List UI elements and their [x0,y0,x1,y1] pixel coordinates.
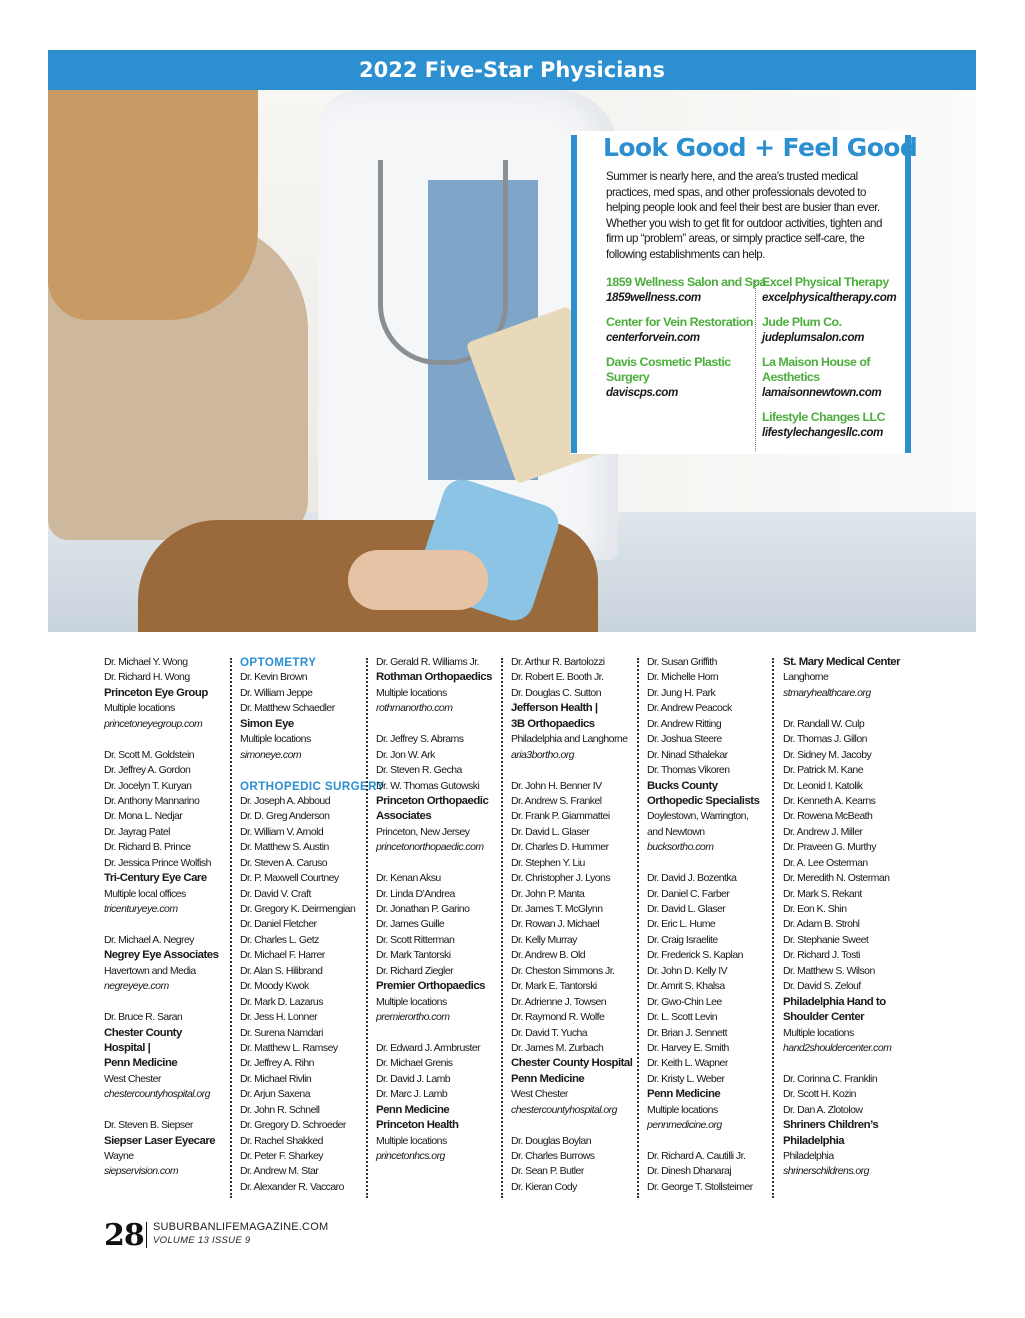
column-separator [501,658,503,1198]
practice-url[interactable]: bucksortho.com [647,841,714,854]
practice-url[interactable]: princetonhcs.org [376,1150,445,1162]
directory-line: Dr. Rachel Shakked [240,1134,323,1147]
directory-line: Multiple locations [240,733,311,746]
directory-line: Dr. D. Greg Anderson [240,810,330,823]
directory-line: Multiple locations [783,1026,854,1039]
sidebar-entry-url[interactable]: centerforvein.com [606,331,700,344]
sidebar-entry-name: Davis Cosmetic Plastic Surgery [606,355,731,384]
practice-name: Orthopedic Specialists [647,794,760,807]
directory-line: Dr. David J. Bozentka [647,872,737,885]
directory-line: Dr. John R. Schnell [240,1103,320,1116]
sidebar-entry-url[interactable]: lifestylechangesllc.com [762,426,883,439]
directory-line: Dr. William Jeppe [240,686,313,699]
directory-line [240,763,372,778]
practice-name: Siepser Laser Eyecare [104,1134,216,1147]
directory-line: Dr. Matthew L. Ramsey [240,1041,338,1054]
directory-line: Dr. David S. Zelouf [783,980,861,993]
directory-line: Multiple locations [104,702,175,715]
directory-line: Dr. Dan A. Zlotolow [783,1103,863,1116]
directory-line: Dr. Arthur R. Bartolozzi [511,656,605,668]
banner-title: 2022 Five-Star Physicians [359,58,665,82]
directory-line: Dr. Andrew J. Miller [783,825,863,838]
directory-line: Dr. Matthew Schaedler [240,702,335,715]
section-banner [48,50,976,90]
sidebar-entry-name: La Maison House of Aesthetics [762,355,871,384]
sidebar-entry [762,275,922,305]
sidebar-entry [606,275,766,305]
directory-line: Dr. L. Scott Levin [647,1011,718,1024]
sidebar-entry-url[interactable]: 1859wellness.com [606,291,701,304]
directory-line: Dr. Richard B. Prince [104,841,191,854]
directory-line: Dr. Michael Rivlin [240,1072,312,1085]
directory-line: Dr. Rowena McBeath [783,810,873,823]
practice-name: Penn Medicine [376,1103,450,1116]
directory-line: Dr. Steven R. Gecha [376,764,462,777]
directory-line: Multiple local offices [104,887,186,900]
directory-line: Dr. Thomas J. Gillon [783,733,867,746]
directory-line: Dr. Charles D. Hummer [511,841,609,854]
practice-name: Bucks County [647,779,718,792]
sidebar-intro: Summer is nearly here, and the area’s trusted medical practices, med spas, and other professionals devoted to helping people look and feel their best are busier than ever. Whether you wish to get fit for outdoor activities, tighten and firm up “problem” areas, or simply practice self-care, the following establishments can help. [606,170,882,261]
directory-line: Dr. Charles L. Getz [240,933,319,946]
practice-name: Rothman Orthopaedics [376,671,492,684]
directory-line: Dr. Gerald R. Williams Jr. [376,656,479,668]
sidebar-entry-name: Lifestyle Changes LLC [762,410,886,424]
directory-line: Dr. Daniel Fletcher [240,918,317,931]
sidebar-column-right [762,275,922,450]
directory-line: Dr. Edward J. Armbruster [376,1041,481,1054]
directory-line [104,732,236,747]
directory-line: Multiple locations [376,686,447,699]
sidebar-entry-url[interactable]: daviscps.com [606,386,678,399]
directory-line: Dr. Eric L. Hume [647,918,716,931]
directory-line [376,856,508,871]
sidebar-entry-url[interactable]: excelphysicaltherapy.com [762,291,897,304]
practice-url[interactable]: premierortho.com [376,1011,450,1024]
directory-line: Dr. Douglas Boylan [511,1134,591,1147]
directory-line: Wayne [104,1150,134,1162]
directory-line [104,1103,236,1118]
sidebar-entry [606,315,766,345]
directory-line: Dr. Dinesh Dhanaraj [647,1165,732,1178]
directory-line: Dr. Andrew B. Old [511,949,586,962]
directory-line [647,856,779,871]
directory-line: Dr. David V. Craft [240,887,311,900]
column-separator [772,658,774,1198]
practice-name: Chester County Hospital [511,1057,633,1070]
directory-line: Dr. Matthew S. Wilson [783,964,875,977]
practice-url[interactable]: princetoneyegroup.com [104,717,203,730]
directory-line: Dr. Richard J. Tosti [783,949,860,962]
specialty-heading: OPTOMETRY [240,656,317,669]
directory-line: Langhorne [783,671,829,684]
directory-line: Dr. Robert E. Booth Jr. [511,671,604,684]
directory-line: Dr. Steven A. Caruso [240,856,328,869]
directory-line: Dr. Alan S. Hilibrand [240,964,323,977]
directory-line: Dr. Cheston Simmons Jr. [511,964,615,977]
practice-url[interactable]: simoneye.com [240,748,302,761]
practice-name: Simon Eye [240,717,294,730]
directory-line: Dr. Gregory K. Deirmengian [240,903,356,915]
directory-line: Dr. A. Lee Osterman [783,856,868,869]
specialty-heading: ORTHOPEDIC SURGERY [240,779,385,793]
directory-line [104,995,236,1010]
directory-line: Dr. Surena Namdari [240,1026,323,1039]
sidebar-entry-name: Excel Physical Therapy [762,275,889,289]
sidebar-entry-name: 1859 Wellness Salon and Spa [606,275,766,289]
directory-line: Dr. James T. McGlynn [511,903,603,915]
directory-line: Dr. Eon K. Shin [783,903,847,915]
directory-line: Dr. Charles Burrows [511,1150,595,1162]
practice-url[interactable]: pennmedicine.org [647,1119,722,1132]
practice-name: Philadelphia Hand to [783,995,886,1008]
practice-url[interactable]: stmaryhealthcare.org [783,686,871,699]
directory-line: Dr. Kristy L. Weber [647,1072,725,1085]
practice-name: Penn Medicine [511,1072,585,1085]
directory-line: Dr. Jeffrey S. Abrams [376,733,464,746]
directory-line: Dr. Jon W. Ark [376,748,435,761]
directory-line: Dr. Arjun Saxena [240,1088,310,1101]
directory-line: Dr. Sean P. Butler [511,1165,584,1178]
directory-line: Multiple locations [376,995,447,1008]
directory-line: Dr. Jeffrey A. Rihn [240,1057,314,1070]
directory-line [783,701,915,716]
directory-line: Dr. Richard A. Cautilli Jr. [647,1150,746,1162]
directory-line: Dr. Mark Tantorski [376,949,451,962]
directory-line: Dr. Kenan Aksu [376,872,441,885]
directory-line: Dr. Michael Grenis [376,1057,453,1070]
directory-line [104,917,236,932]
directory-line: Philadelphia and Langhorne [511,733,628,746]
practice-name: 3B Orthopaedics [511,717,595,730]
directory-line: Dr. Andrew S. Frankel [511,794,602,807]
directory-line: Dr. Leonid I. Katolik [783,779,863,792]
directory-column [240,655,385,1195]
directory-line: Dr. Rowan J. Michael [511,918,600,931]
directory-line: Dr. Daniel C. Farber [647,887,730,900]
practice-name: Associates [376,810,432,823]
directory-line: Dr. P. Maxwell Courtney [240,872,339,885]
directory-column [376,655,508,1164]
directory-line: Dr. W. Thomas Gutowski [376,779,480,792]
directory-line: Dr. Jess H. Lonner [240,1011,318,1024]
practice-name: Negrey Eye Associates [104,949,219,962]
directory-line: Dr. Stephanie Sweet [783,933,869,946]
directory-line: Dr. David J. Lamb [376,1072,451,1085]
directory-line: Dr. Adam B. Strohl [783,918,860,931]
directory-line: Dr. John P. Manta [511,887,585,900]
directory-line: Dr. Scott Ritterman [376,933,455,946]
directory-line: Dr. Andrew Ritting [647,717,722,730]
look-good-sidebar [571,131,918,454]
sidebar-title: Look Good + Feel Good [603,133,918,162]
directory-line: Dr. David L. Glaser [511,825,590,838]
column-separator [637,658,639,1198]
footer-volume: VOLUME 13 ISSUE 9 [153,1235,251,1246]
directory-line: Multiple locations [376,1134,447,1147]
sidebar-entry [762,315,922,345]
directory-line: Dr. Harvey E. Smith [647,1041,729,1054]
sidebar-entry-name: Jude Plum Co. [762,315,842,329]
practice-url[interactable]: aria3bortho.org [511,748,574,761]
page-number: 28 [104,1218,144,1253]
directory-line: Dr. John D. Kelly IV [647,964,728,977]
directory-line: Dr. Kevin Brown [240,671,308,684]
directory-line: Dr. Praveen G. Murthy [783,841,876,854]
directory-line: Dr. Richard Ziegler [376,964,454,977]
directory-line: Dr. Susan Griffith [647,656,717,668]
directory-line: West Chester [104,1072,161,1085]
directory-line: Dr. David T. Yucha [511,1026,588,1039]
directory-line: Multiple locations [647,1103,718,1116]
directory-line: Dr. Jeffrey A. Gordon [104,764,191,777]
directory-line: Dr. Kelly Murray [511,933,577,946]
directory-line: Dr. Anthony Mannarino [104,794,200,807]
directory-line: Dr. David L. Glaser [647,903,726,915]
directory-line: Dr. Sidney M. Jacoby [783,748,872,761]
directory-line: Dr. Linda D’Andrea [376,887,455,900]
sidebar-entry [762,410,922,440]
directory-line: Dr. Keith L. Wapner [647,1057,728,1070]
footer-divider [146,1222,147,1248]
directory-line: Doylestown, Warrington, [647,810,749,823]
practice-name: Penn Medicine [104,1057,178,1070]
directory-column [511,655,643,1195]
sidebar-entry-url[interactable]: judeplumsalon.com [762,331,865,344]
directory-line: Dr. Gregory D. Schroeder [240,1119,346,1132]
directory-line: Dr. Frederick S. Kaplan [647,949,743,962]
sidebar-entry-url[interactable]: lamaisonnewtown.com [762,386,882,399]
directory-line: Dr. Moody Kwok [240,980,309,993]
directory-line: Dr. Bruce R. Saran [104,1011,183,1024]
directory-line: Dr. William V. Arnold [240,825,324,838]
directory-column [104,655,236,1180]
directory-line: Dr. Jonathan P. Garino [376,903,470,915]
practice-name: Tri-Century Eye Care [104,872,207,885]
practice-name: Jefferson Health | [511,702,598,715]
directory-line: Dr. George T. Stollsteimer [647,1180,753,1193]
directory-line: Dr. Jung H. Park [647,686,716,699]
directory-line: Dr. Jayrag Patel [104,825,170,838]
directory-line: Dr. Michelle Horn [647,671,719,684]
directory-line: Dr. Kenneth A. Kearns [783,794,876,807]
practice-name: Princeton Orthopaedic [376,794,489,807]
directory-line: Dr. Thomas Vikoren [647,764,730,777]
directory-line [511,763,643,778]
directory-line [376,1026,508,1041]
directory-line: Dr. Andrew Peacock [647,702,732,715]
directory-line: Princeton, New Jersey [376,825,470,838]
directory-line: Dr. Joshua Steere [647,733,722,746]
directory-line: Dr. Andrew M. Star [240,1165,319,1178]
directory-line: Dr. Mark S. Rekant [783,887,862,900]
directory-line: Dr. Douglas C. Sutton [511,686,601,699]
footer-website: SUBURBANLIFEMAGAZINE.COM [153,1221,329,1233]
directory-line: Dr. Craig Israelite [647,933,718,946]
directory-line: Dr. Ninad Sthalekar [647,748,728,761]
directory-line: Dr. Michael F. Harrer [240,949,325,962]
directory-line: West Chester [511,1088,568,1101]
directory-line: Dr. James M. Zurbach [511,1041,604,1054]
column-separator [366,658,368,1198]
directory-line [647,1134,779,1149]
directory-line: Dr. Patrick M. Kane [783,764,863,777]
directory-line: Dr. Jessica Prince Wolfish [104,856,211,869]
practice-url[interactable]: shrinerschildrens.org [783,1165,869,1178]
practice-url[interactable]: rothmanortho.com [376,702,453,715]
directory-line [511,1118,643,1133]
directory-line: Dr. Scott H. Kozin [783,1088,856,1101]
practice-url[interactable]: chestercountyhospital.org [104,1088,210,1101]
directory-line: Dr. Kieran Cody [511,1180,577,1193]
directory-line: Dr. Gwo-Chin Lee [647,995,722,1008]
directory-column [783,655,915,1180]
directory-line: Dr. Steven B. Siepser [104,1119,193,1132]
directory-line: Dr. Frank P. Giammattei [511,810,610,823]
practice-name: Penn Medicine [647,1088,721,1101]
directory-line: Dr. Mona L. Nedjar [104,810,183,823]
directory-line: Dr. Jocelyn T. Kuryan [104,779,192,792]
directory-line: Dr. Richard H. Wong [104,671,190,684]
directory-line: Dr. Randall W. Culp [783,717,865,730]
directory-line: Dr. Mark E. Tantorski [511,980,597,993]
practice-url[interactable]: tricenturyeye.com [104,903,178,915]
directory-line: Dr. John H. Benner IV [511,779,602,792]
sidebar-entry [762,355,922,400]
directory-line: Dr. Mark D. Lazarus [240,995,323,1008]
column-separator [230,658,232,1198]
directory-line: Dr. Marc J. Lamb [376,1088,448,1101]
practice-name: St. Mary Medical Center [783,656,901,668]
practice-url[interactable]: chestercountyhospital.org [511,1103,617,1116]
practice-name: Princeton Health [376,1119,459,1132]
sidebar-entry-name: Center for Vein Restoration [606,315,753,329]
directory-line: Dr. Joseph A. Abboud [240,794,330,807]
practice-url[interactable]: negreyeye.com [104,980,169,993]
directory-line: Dr. Meredith N. Osterman [783,872,890,885]
directory-line: Dr. Corinna C. Franklin [783,1072,878,1085]
directory-line: Dr. Adrienne J. Towsen [511,995,607,1008]
practice-name: Premier Orthopaedics [376,980,486,993]
directory-line: Dr. Peter F. Sharkey [240,1150,323,1162]
practice-name: Philadelphia [783,1134,845,1147]
directory-line: and Newtown [647,825,705,838]
sidebar-entry [606,355,766,400]
sidebar-divider [755,281,756,451]
directory-line: Dr. Amrit S. Khalsa [647,980,725,993]
practice-name: Princeton Eye Group [104,686,208,699]
directory-column [647,655,779,1195]
practice-name: Hospital | [104,1041,151,1054]
practice-url[interactable]: princetonorthopaedic.com [376,841,484,854]
directory-line: Dr. James Guille [376,918,445,931]
directory-line [783,1056,915,1071]
directory-line: Dr. Michael A. Negrey [104,933,194,946]
directory-line [376,717,508,732]
directory-line: Dr. Brian J. Sennett [647,1026,728,1039]
practice-name: Shriners Children’s [783,1119,879,1132]
directory-line: Dr. Stephen Y. Liu [511,856,585,869]
directory-line: Dr. Michael Y. Wong [104,656,188,668]
practice-name: Chester County [104,1026,182,1039]
directory-line: Philadelphia [783,1150,834,1162]
sidebar-column-left [606,275,766,410]
practice-name: Shoulder Center [783,1011,865,1024]
sidebar-accent-bar [571,135,577,453]
directory-line: Dr. Christopher J. Lyons [511,872,611,885]
practice-url[interactable]: siepservision.com [104,1165,179,1178]
directory-line: Dr. Alexander R. Vaccaro [240,1180,344,1193]
directory-line: Havertown and Media [104,964,196,977]
directory-line: Dr. Matthew S. Austin [240,841,329,854]
directory-line: Dr. Scott M. Goldstein [104,748,195,761]
directory-line: Dr. Raymond R. Wolfe [511,1011,605,1024]
practice-url[interactable]: hand2shouldercenter.com [783,1041,892,1054]
